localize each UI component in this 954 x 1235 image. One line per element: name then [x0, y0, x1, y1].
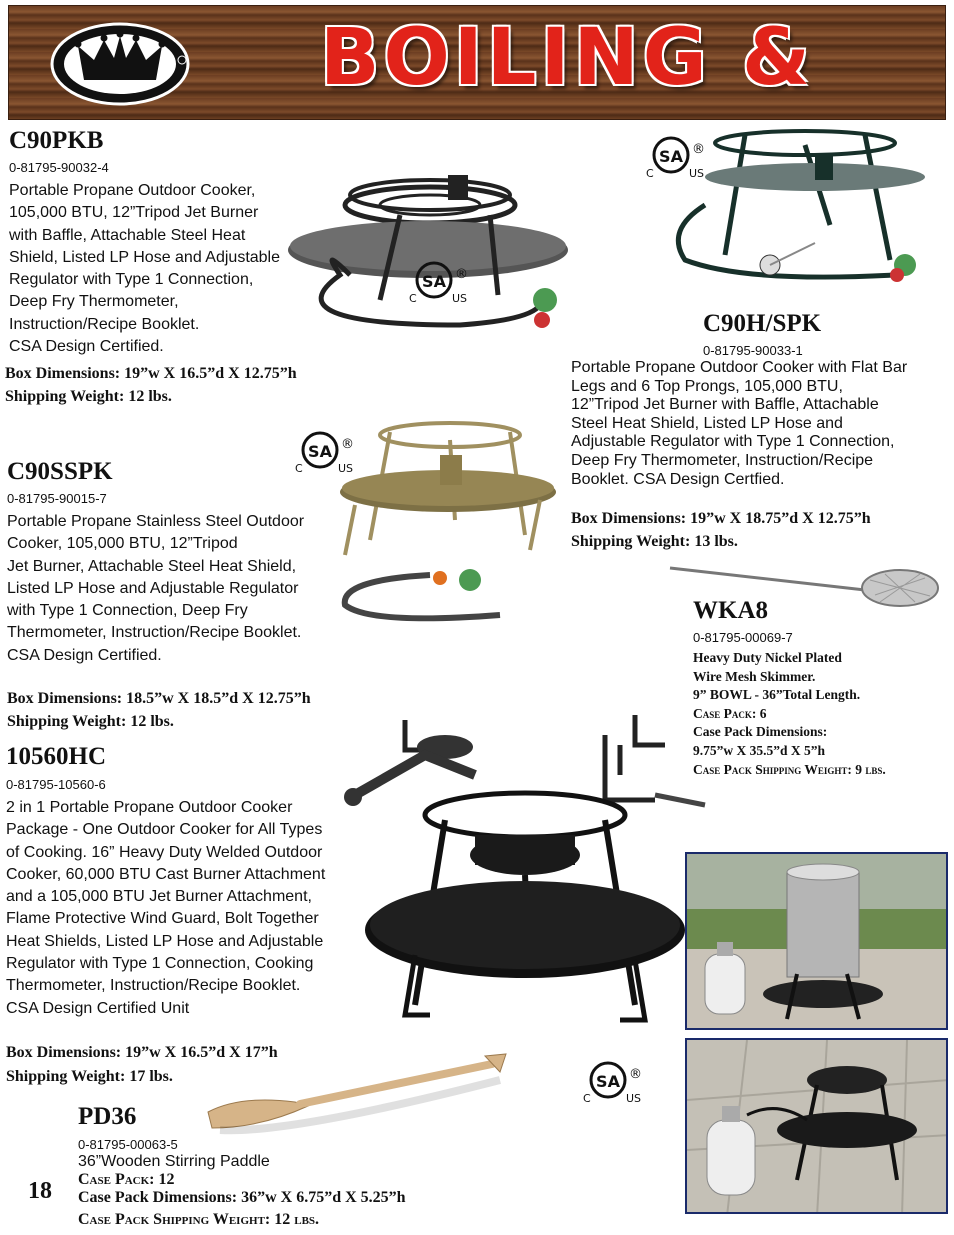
- case-dims-pd36: Case Pack Dimensions: 36”w X 6.75”d X 5.25”h: [78, 1189, 406, 1206]
- svg-text:®: ®: [455, 267, 468, 282]
- case-pack-pd36: Case Pack: 12: [78, 1171, 175, 1188]
- model-pd36: PD36: [78, 1103, 137, 1130]
- svg-text:®: ®: [341, 437, 354, 452]
- weight-c90sspk: Shipping Weight: 12 lbs.: [7, 713, 174, 730]
- desc-c90sspk: Portable Propane Stainless Steel Outdoor Cooker, 105,000 BTU, 12”Tripod Jet Burner, Attachable Steel Heat Shield, Listed LP Hose and Adjustable Regulator with Type 1 Connection, Deep Fry Thermometer, Instruction/Recipe Booklet. CSA Design Certified.: [7, 513, 305, 664]
- upc-wka8: 0-81795-00069-7: [693, 630, 793, 645]
- model-c90sspk: C90SSPK: [7, 458, 113, 485]
- spec-wka8: Heavy Duty Nickel Plated Wire Mesh Skimmer. 9” BOWL - 36”Total Length. Case Pack: 6 Case Pack Dimensions: 9.75”w X 35.5”d X 5”h Case Pack Shipping Weight: 9 lbs.: [693, 650, 886, 777]
- svg-text:US: US: [452, 292, 468, 305]
- model-wka8: WKA8: [693, 597, 768, 624]
- svg-text:C: C: [295, 462, 303, 475]
- desc-c90pkb: Portable Propane Outdoor Cooker, 105,000 BTU, 12”Tripod Jet Burner with Baffle, Attachable Steel Heat Shield, Listed LP Hose and Adjustable Regulator with Type 1 Connection, Deep Fry Thermometer, Instruction/Recipe Booklet. CSA Design Certified.: [9, 182, 281, 356]
- svg-text:C: C: [583, 1092, 591, 1105]
- box-dims-c90hspk: Box Dimensions: 19”w X 18.75”d X 12.75”h: [571, 510, 871, 527]
- product-photo-outdoor-boiling: [685, 852, 948, 1030]
- weight-10560hc: Shipping Weight: 17 lbs.: [6, 1068, 173, 1085]
- svg-text:SA: SA: [659, 147, 683, 166]
- box-dims-10560hc: Box Dimensions: 19”w X 16.5”d X 17”h: [6, 1044, 278, 1061]
- box-dims-c90sspk: Box Dimensions: 18.5”w X 18.5”d X 12.75”h: [7, 690, 311, 707]
- cooker-c90hspk-image: [665, 125, 935, 295]
- cooker-c90sspk-image: [330, 410, 560, 640]
- svg-text:US: US: [338, 462, 354, 475]
- model-c90hspk: C90H/SPK: [703, 310, 822, 337]
- csa-certified-icon: [582, 1058, 662, 1110]
- case-weight-pd36: Case Pack Shipping Weight: 12 lbs.: [78, 1211, 320, 1228]
- upc-pd36: 0-81795-00063-5: [78, 1137, 178, 1152]
- weight-c90hspk: Shipping Weight: 13 lbs.: [571, 533, 738, 550]
- page-number: 18: [28, 1178, 52, 1204]
- box-dims-c90pkb: Box Dimensions: 19”w X 16.5”d X 12.75”h: [5, 365, 297, 382]
- desc-10560hc: 2 in 1 Portable Propane Outdoor Cooker Package - One Outdoor Cooker for All Types of Cooking. 16” Heavy Duty Welded Outdoor Cooker, 60,000 BTU Cast Burner Attachment and a 105,000 BTU Jet Burner Attachment, Flame Protective Wind Guard, Bolt Together Heat Shields, Listed LP Hose and Adjustable Regulator with Type 1 Connection, Cooking Thermometer, Instruction/Recipe Booklet. CSA Design Certified Unit: [6, 799, 326, 1017]
- desc-pd36: 36”Wooden Stirring Paddle: [78, 1153, 270, 1170]
- upc-10560hc: 0-81795-10560-6: [6, 777, 106, 792]
- svg-text:SA: SA: [422, 272, 446, 291]
- crown-logo-icon: [48, 18, 198, 110]
- svg-text:SA: SA: [596, 1072, 620, 1091]
- svg-text:C: C: [409, 292, 417, 305]
- svg-text:C: C: [646, 167, 654, 180]
- model-10560hc: 10560HC: [6, 743, 106, 770]
- upc-c90pkb: 0-81795-90032-4: [9, 160, 109, 175]
- svg-text:US: US: [626, 1092, 642, 1105]
- svg-text:®: ®: [629, 1067, 642, 1082]
- desc-c90hspk: Portable Propane Outdoor Cooker with Flat Bar Legs and 6 Top Prongs, 105,000 BTU, 12”Tripod Jet Burner with Baffle, Attachable Steel Heat Shield, Listed LP Hose and Adjustable Regulator with Type 1 Connection, Deep Fry Thermometer, Instruction/Recipe Booklet. CSA Design Certfied.: [571, 359, 908, 488]
- banner-title: BOILING &: [320, 13, 814, 103]
- csa-certified-icon: [408, 258, 488, 310]
- svg-text:®: ®: [692, 142, 705, 157]
- weight-c90pkb: Shipping Weight: 12 lbs.: [5, 388, 172, 405]
- upc-c90hspk: 0-81795-90033-1: [703, 343, 803, 358]
- svg-text:SA: SA: [308, 442, 332, 461]
- cooker-10560hc-image: [335, 705, 715, 1045]
- model-c90pkb: C90PKB: [9, 127, 104, 154]
- upc-c90sspk: 0-81795-90015-7: [7, 491, 107, 506]
- product-photo-outdoor-wok: [685, 1038, 948, 1214]
- paddle-pd36-image: [200, 1050, 520, 1135]
- svg-text:US: US: [689, 167, 705, 180]
